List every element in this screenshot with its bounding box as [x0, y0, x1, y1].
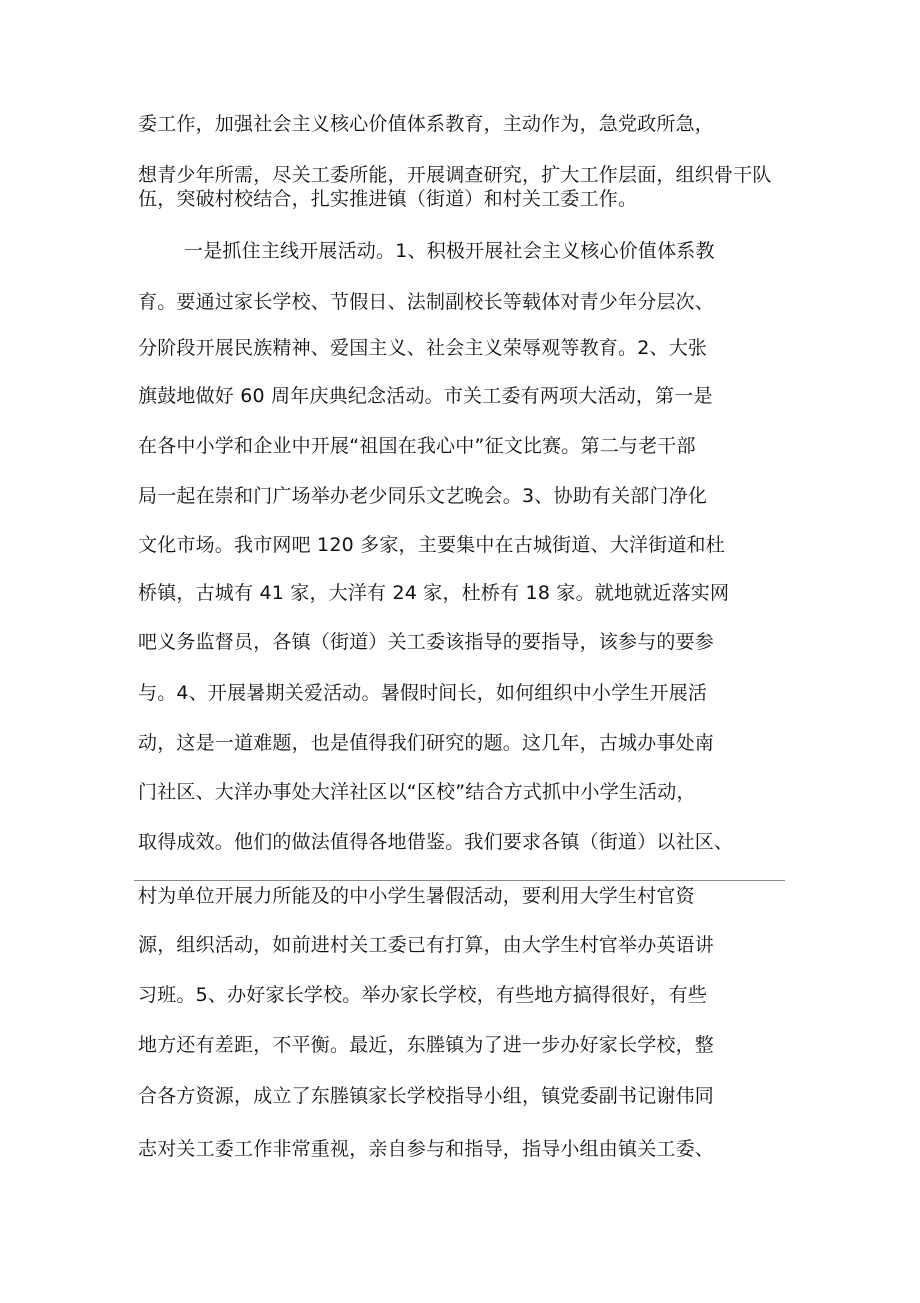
page-break-divider [134, 880, 785, 881]
text-line: 育。要通过家长学校、节假日、法制副校长等载体对青少年分层次、 [138, 291, 715, 313]
text-line: 伍，突破村校结合，扎实推进镇（街道）和村关工委工作。 [138, 188, 638, 210]
text-line: 旗鼓地做好 60 周年庆典纪念活动。市关工委有两项大活动，第一是 [138, 385, 713, 407]
text-line: 合各方资源，成立了东塍镇家长学校指导小组，镇党委副书记谢伟同 [138, 1085, 715, 1107]
text-line: 委工作，加强社会主义核心价值体系教育，主动作为，急党政所急， [138, 113, 715, 135]
text-line: 村为单位开展力所能及的中小学生暑假活动，要利用大学生村官资 [138, 885, 695, 907]
paragraph-first-line: 一是抓住主线开展活动。1、积极开展社会主义核心价值体系教 [184, 240, 715, 262]
text-line: 志对关工委工作非常重视，亲自参与和指导，指导小组由镇关工委、 [138, 1138, 715, 1160]
text-line: 与。4、开展暑期关爱活动。暑假时间长，如何组织中小学生开展活 [138, 682, 708, 704]
text-line: 动，这是一道难题，也是值得我们研究的题。这几年，古城办事处南 [138, 732, 715, 754]
text-line: 文化市场。我市网吧 120 多家，主要集中在古城街道、大洋街道和杜 [138, 534, 725, 556]
text-line: 分阶段开展民族精神、爱国主义、社会主义荣辱观等教育。2、大张 [138, 337, 708, 359]
text-line: 想青少年所需，尽关工委所能，开展调查研究，扩大工作层面，组织骨干队 [138, 164, 772, 186]
text-line: 桥镇，古城有 41 家，大洋有 24 家，杜桥有 18 家。就地就近落实网 [138, 582, 730, 604]
text-line: 门社区、大洋办事处大洋社区以“区校”结合方式抓中小学生活动， [138, 781, 696, 803]
text-line: 在各中小学和企业中开展“祖国在我心中”征文比赛。第二与老干部 [138, 435, 696, 457]
text-line: 地方还有差距，不平衡。最近，东塍镇为了进一步办好家长学校，整 [138, 1034, 715, 1056]
text-line: 吧义务监督员，各镇（街道）关工委该指导的要指导，该参与的要参 [138, 631, 715, 653]
text-line: 取得成效。他们的做法值得各地借鉴。我们要求各镇（街道）以社区、 [138, 831, 734, 853]
text-line: 习班。5、办好家长学校。举办家长学校，有些地方搞得很好，有些 [138, 984, 708, 1006]
text-line: 局一起在崇和门广场举办老少同乐文艺晚会。3、协助有关部门净化 [138, 485, 708, 507]
text-line: 源，组织活动，如前进村关工委已有打算，由大学生村官举办英语讲 [138, 934, 715, 956]
